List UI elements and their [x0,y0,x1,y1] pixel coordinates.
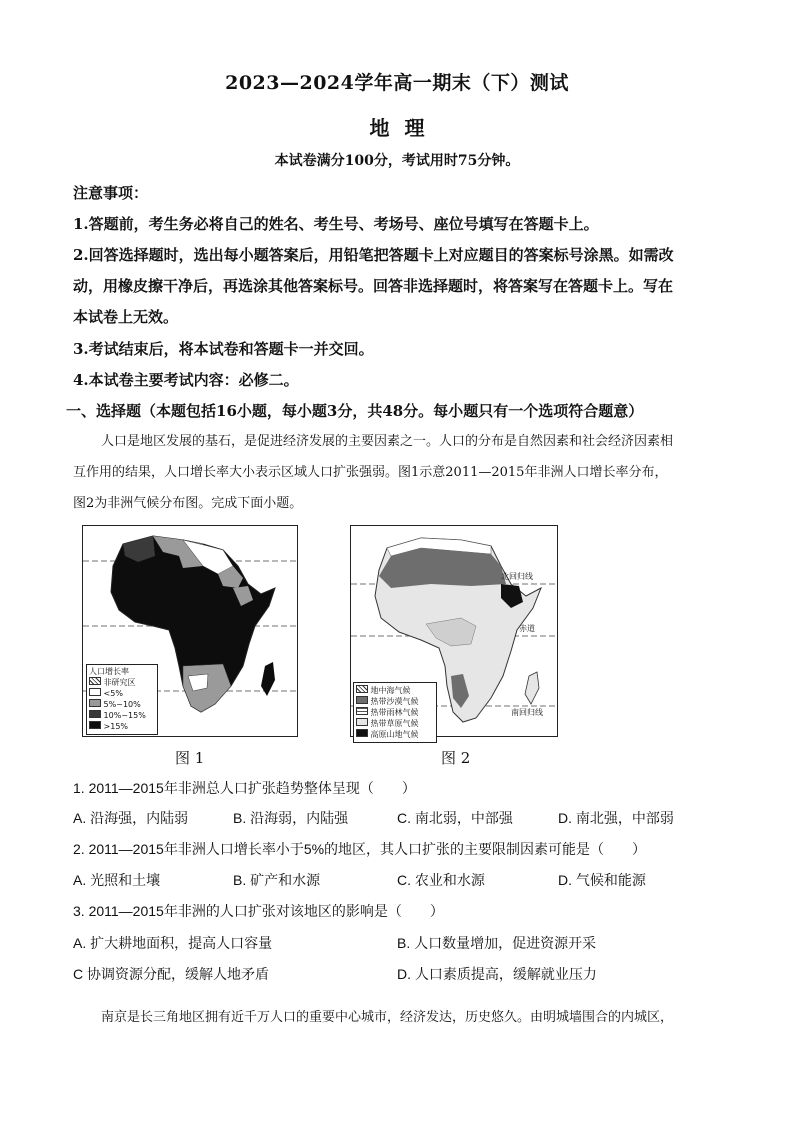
legend-title: 人口增长率 [89,667,129,676]
black-swatch-icon [89,721,101,729]
q3-option-d[interactable]: D. 人口素质提高，缓解就业压力 [397,966,597,982]
dark-swatch-icon [89,710,101,718]
q2-option-d[interactable]: D. 气候和能源 [558,872,646,888]
figure1-legend [86,664,158,735]
white-swatch-icon [89,688,101,696]
legend-item: >15% [89,721,155,732]
equator-label: 赤道 [519,624,535,633]
figure2-legend [353,682,437,743]
q2-option-b[interactable]: B. 矿产和水源 [233,872,321,888]
q1-option-b[interactable]: B. 沿海弱，内陆强 [233,810,349,826]
q3-option-c[interactable]: C 协调资源分配，缓解人地矛盾 [73,966,269,982]
exam-title: 2023—2024学年高一期末（下）测试 [225,72,569,94]
legend-item: 5%~10% [89,699,155,710]
light-swatch-icon [356,718,368,726]
question-1-stem: 1. 2011—2015年非洲总人口扩张趋势整体呈现（ ） [73,780,416,796]
q3-option-a[interactable]: A. 扩大耕地面积，提高人口容量 [73,935,273,951]
q2-option-a[interactable]: A. 光照和土壤 [73,872,161,888]
question-2-stem: 2. 2011—2015年非洲人口增长率小于5%的地区，其人口扩张的主要限制因素可能是（ ） [73,841,647,857]
legend-item: 高原山地气候 [356,729,434,740]
legend-item: 热带草原气候 [356,718,434,729]
black-swatch-icon [356,729,368,737]
question-3-stem: 3. 2011—2015年非洲的人口扩张对该地区的影响是（ ） [73,903,444,919]
gray-swatch-icon [89,699,101,707]
passage2-line: 南京是长三角地区拥有近千万人口的重要中心城市，经济发达，历史悠久。由明城墙围合的内城区， [101,1010,674,1025]
notes-heading: 注意事项： [73,184,149,202]
hatch-swatch-icon [356,685,368,693]
figure2-map [350,525,558,737]
section-heading: 一、选择题（本题包括16小题，每小题3分，共48分。每小题只有一个选项符合题意） [66,402,644,420]
figure1-caption: 图 1 [175,749,205,767]
q1-option-c[interactable]: C. 南北弱，中部强 [397,810,513,826]
legend-item: <5% [89,688,155,699]
q2-option-c[interactable]: C. 农业和水源 [397,872,485,888]
passage-line: 图2为非洲气候分布图。完成下面小题。 [73,496,303,511]
grid-swatch-icon [356,707,368,715]
subject-title: 地 理 [369,116,425,140]
legend-item: 热带雨林气候 [356,707,434,718]
note-item: 本试卷上无效。 [73,308,179,326]
passage-line: 人口是地区发展的基石，是促进经济发展的主要因素之一。人口的分布是自然因素和社会经济因素相 [101,434,674,449]
legend-item: 地中海气候 [356,685,434,696]
hatch-swatch-icon [89,677,101,685]
exam-info: 本试卷满分100分，考试用时75分钟。 [274,153,520,169]
legend-item: 10%~15% [89,710,155,721]
note-item: 4.本试卷主要考试内容：必修二。 [73,371,299,389]
note-item: 3.考试结束后，将本试卷和答题卡一并交回。 [73,340,374,358]
q3-option-b[interactable]: B. 人口数量增加，促进资源开采 [397,935,597,951]
tropic-south-label: 南回归线 [511,708,543,717]
q1-option-d[interactable]: D. 南北强，中部弱 [558,810,674,826]
tropic-north-label: 北回归线 [501,572,533,581]
passage-line: 互作用的结果，人口增长率大小表示区域人口扩张强弱。图1示意2011—2015年非洲人口增长率分布， [73,465,668,480]
note-item: 2.回答选择题时，选出每小题答案后，用铅笔把答题卡上对应题目的答案标号涂黑。如需改 [73,246,674,264]
gray-swatch-icon [356,696,368,704]
figure2-caption: 图 2 [441,749,471,767]
note-item: 1.答题前，考生务必将自己的姓名、考生号、考场号、座位号填写在答题卡上。 [73,215,599,233]
q1-option-a[interactable]: A. 沿海强，内陆弱 [73,810,189,826]
legend-item: 热带沙漠气候 [356,696,434,707]
note-item: 动，用橡皮擦干净后，再选涂其他答案标号。回答非选择题时，将答案写在答题卡上。写在 [73,277,674,295]
legend-item: 非研究区 [89,677,155,688]
figure1-map [82,525,298,737]
